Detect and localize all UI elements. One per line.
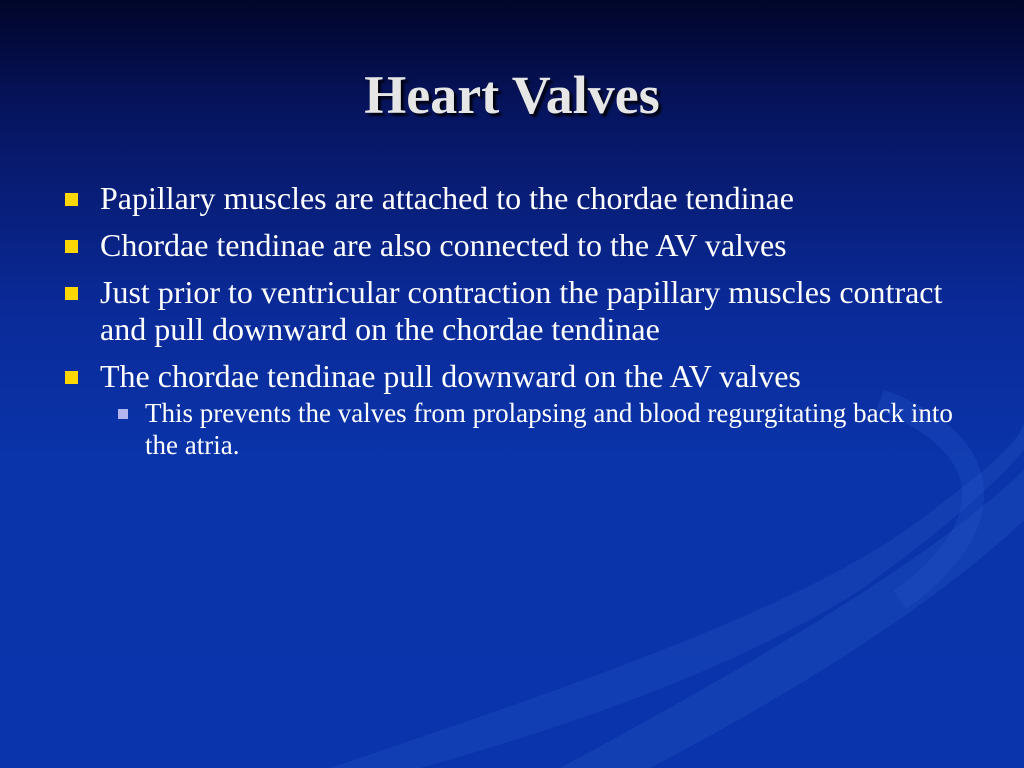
- sub-bullet-item: [60, 397, 980, 461]
- slide-title: Heart Valves: [364, 65, 660, 125]
- bullet-item: [60, 274, 980, 348]
- square-bullet-icon: [65, 371, 78, 384]
- bullet-item: [60, 358, 980, 395]
- square-bullet-icon: [65, 240, 78, 253]
- bullet-text: Papillary muscles are attached to the chordae tendinae: [100, 180, 794, 216]
- square-sub-bullet-icon: [118, 409, 128, 419]
- square-bullet-icon: [65, 287, 78, 300]
- slide-body: [60, 180, 980, 461]
- bullet-item: [60, 180, 980, 217]
- bullet-text: Chordae tendinae are also connected to the AV valves: [100, 227, 787, 263]
- bullet-text: The chordae tendinae pull downward on the AV valves: [100, 358, 801, 394]
- sub-bullet-text: This prevents the valves from prolapsing and blood regurgitating back into the atria.: [145, 398, 953, 460]
- square-bullet-icon: [65, 193, 78, 206]
- bullet-item: [60, 227, 980, 264]
- bullet-text: Just prior to ventricular contraction the papillary muscles contract and pull downward on the chordae tendinae: [100, 274, 943, 347]
